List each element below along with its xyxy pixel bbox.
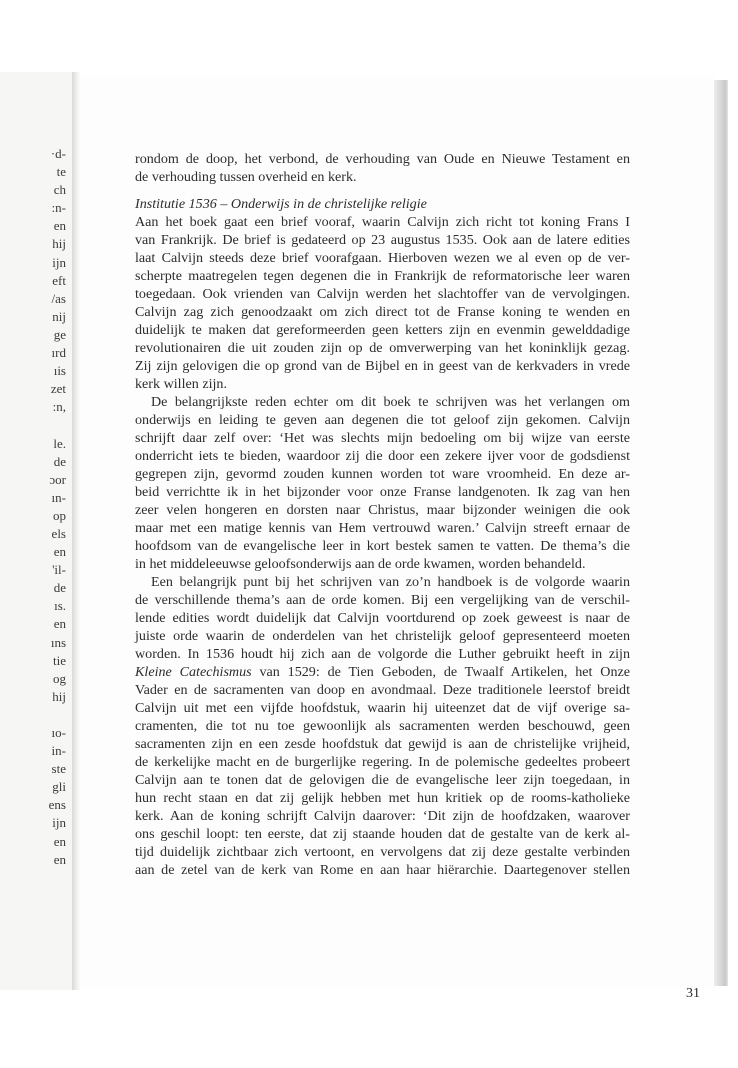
left-page-fragment: ens: [48, 797, 66, 813]
text-line: kerk. Aan de koning schrijft Calvijn daarover: ‘Dit zijn de hoofdzaken, waarover: [135, 808, 630, 824]
text-line: ons geschil loopt: ten eerste, dat zij staande houden dat de gestalte van de kerk al-: [135, 826, 630, 842]
paragraph-2: [135, 393, 630, 573]
left-page-fragment: in-: [51, 743, 66, 759]
text-line: de verhouding tussen overheid en kerk.: [135, 169, 357, 185]
left-page-fragment: ıis: [53, 363, 66, 379]
body-text: [135, 150, 630, 879]
left-page-fragment: en: [53, 851, 66, 867]
text-line: juiste orde waarin de onderdelen van het christelijk geloof gepresenteerd moeten: [135, 628, 630, 644]
left-page-fragment: ın-: [51, 489, 66, 505]
text-line: in het middeleeuwse geloofsonderwijs aan de orde kwamen, worden behandeld.: [135, 556, 586, 572]
text-line: maar met een matige kennis van Hem vertrouwd waren.’ Calvijn streeft ernaar de: [135, 520, 630, 536]
book-title: Kleine Catechismus: [135, 664, 252, 680]
left-page-fragment: :n,: [52, 399, 66, 415]
text-line: [135, 663, 630, 681]
left-page-fragment: hij: [52, 688, 66, 704]
left-page-fragment: 'il-: [52, 562, 66, 578]
paragraph-1: [135, 213, 630, 393]
text-line: de kerkelijke macht en de burgerlijke regering. In de polemische gedeeltes probeert: [135, 754, 630, 770]
left-page-fragment: els: [51, 525, 66, 541]
left-page-fragment: de: [53, 453, 66, 469]
text-line: Calvijn zag zich genoodzaakt om zich direct tot de Franse koning te wenden en: [135, 304, 630, 320]
left-page-fragment: ch: [53, 182, 66, 198]
text-line: de verschillende thema’s aan de orde komen. Bij een vergelijking van de verschil-: [135, 592, 630, 608]
text-line: scherpte maatregelen tegen degenen die in Frankrijk de reformatorische leer waren: [135, 268, 630, 284]
left-page-fragment: gli: [52, 779, 66, 795]
text-line: toegedaan. Ook vrienden van Calvijn werden het slachtoffer van de vervolgingen.: [135, 286, 630, 302]
text-line: Calvijn aan te tonen dat de gelovigen die de evangelische leer zijn toegedaan, in: [135, 772, 630, 788]
left-page-fragment: le.: [53, 435, 66, 451]
text-line: onderwijs en leiding te geven aan degenen die tot geloof zijn gekomen. Calvijn: [135, 412, 630, 428]
text-line: cramenten, die tot nu toe gewoonlijk als sacramenten werden beschouwd, geen: [135, 718, 630, 734]
text-line: duidelijk te maken dat gereformeerden geen ketters zijn en evenmin gewelddadige: [135, 322, 630, 338]
text-line: laat Calvijn steeds deze brief voorafgaan. Hierboven wezen we al even op de ver-: [135, 250, 630, 266]
text-line: hoofdsom van de evangelische leer in kort bestek samen te vatten. De thema’s die: [135, 538, 630, 554]
left-page-fragment: eft: [52, 272, 66, 288]
left-page-fragment: en: [53, 833, 66, 849]
text-line: revolutionairen die uit zouden zijn op de omverwerping van het koninklijk gezag.: [135, 340, 630, 356]
text-fragment: van 1529: de Tien Geboden, de Twaalf Artikelen, het Onze: [251, 664, 630, 680]
section-title: Institutie 1536 – Onderwijs in de christelijke religie: [135, 196, 427, 212]
text-line: kerk willen zijn.: [135, 376, 227, 392]
book-spine: [72, 72, 80, 990]
left-page-text-fragments: [0, 145, 66, 869]
page-edge: [714, 80, 728, 986]
left-page-fragment: ijn: [52, 254, 66, 270]
left-page-fragment: ge: [53, 326, 66, 342]
left-page-fragment: de: [53, 580, 66, 596]
left-page-fragment: ·d-: [50, 146, 66, 161]
left-page-fragment: te: [56, 164, 66, 180]
text-line: sacramenten zijn en een zesde hoofdstuk dat gewijd is aan de christelijke vrijheid,: [135, 736, 630, 752]
left-page-fragment: ıns: [50, 634, 66, 650]
text-line: rondom de doop, het verbond, de verhouding van Oude en Nieuwe Testament en: [135, 151, 630, 167]
paragraph-3: [135, 573, 630, 879]
left-page-fragment: og: [53, 670, 66, 686]
intro-paragraph: [135, 150, 630, 186]
text-line: Zij zijn gelovigen die op grond van de Bijbel en in geest van de kerkvaders in vrede: [135, 358, 630, 374]
text-line: Aan het boek gaat een brief vooraf, waarin Calvijn zich richt tot koning Frans I: [135, 214, 630, 230]
left-page-fragment: [0, 706, 66, 724]
left-page-fragment: ıo-: [51, 725, 66, 740]
text-line: worden. In 1536 houdt hij zich aan de volgorde die Luther gebruikt heeft in zijn: [135, 646, 630, 662]
left-page-fragment: ste: [51, 761, 66, 777]
left-page-fragment: nij: [52, 308, 66, 324]
left-page-fragment: zet: [50, 381, 66, 397]
left-page-fragment: en: [53, 544, 66, 560]
text-line: van Frankrijk. De brief is gedateerd op 23 augustus 1535. Ook aan de latere edities: [135, 232, 630, 248]
text-line: De belangrijkste reden echter om dit boek te schrijven was het verlangen om: [151, 394, 630, 410]
text-line: gegrepen zijn, gevormd zouden kunnen worden tot ware vroomheid. En deze ar-: [135, 466, 630, 482]
text-line: Calvijn uit met een vijfde hoofdstuk, waarin hij uiteenzet dat de vijf overige sa-: [135, 700, 630, 716]
text-line: tijd duidelijk zichtbaar zich vertoont, en vervolgens dat zij deze gestalte verbinden: [135, 844, 630, 860]
left-page-fragment: tie: [53, 652, 66, 668]
text-line: onderricht iets te bieden, waardoor zij die door een zekere ijver voor de godsdienst: [135, 448, 630, 464]
text-line: aan de zetel van de kerk van Rome en aan haar hiërarchie. Daartegenover stellen: [135, 862, 630, 878]
left-page-fragment: hij: [52, 236, 66, 252]
left-page-fragment: en: [53, 218, 66, 234]
left-page-fragment: ɔor: [49, 471, 66, 487]
text-line: zeer velen hongeren en dorsten naar Christus, maar bijzonder weinigen die ook: [135, 502, 630, 518]
left-page-fragment: ijn: [52, 815, 66, 831]
left-page-fragment: :n-: [51, 200, 66, 216]
text-line: schrijft daar zelf over: ‘Het was slechts mijn bedoeling om bij wijze van eerste: [135, 430, 630, 446]
text-line: lende edities wordt duidelijk dat Calvijn voortdurend op zoek geweest is naar de: [135, 610, 630, 626]
text-line: Een belangrijk punt bij het schrijven van zo’n handboek is de volgorde waarin: [151, 574, 630, 590]
left-page-fragment: op: [53, 507, 66, 523]
left-page-fragment: en: [53, 616, 66, 632]
left-page-fragment: ıs.: [54, 598, 66, 614]
page-number: 31: [686, 986, 700, 1001]
text-line: Vader en de sacramenten van doop en avondmaal. Deze traditionele leerstof breidt: [135, 682, 630, 698]
left-page-fragment: /as: [51, 290, 66, 306]
text-line: hun recht staan en dat zij gelijk hebben met hun kritiek op de rooms-katholieke: [135, 790, 630, 806]
left-page-fragment: [0, 416, 66, 434]
text-line: beid verrichtte ik in het bijzonder voor onze Franse landgenoten. Ik zag van hen: [135, 484, 630, 500]
left-page-fragment: ırd: [51, 345, 66, 361]
